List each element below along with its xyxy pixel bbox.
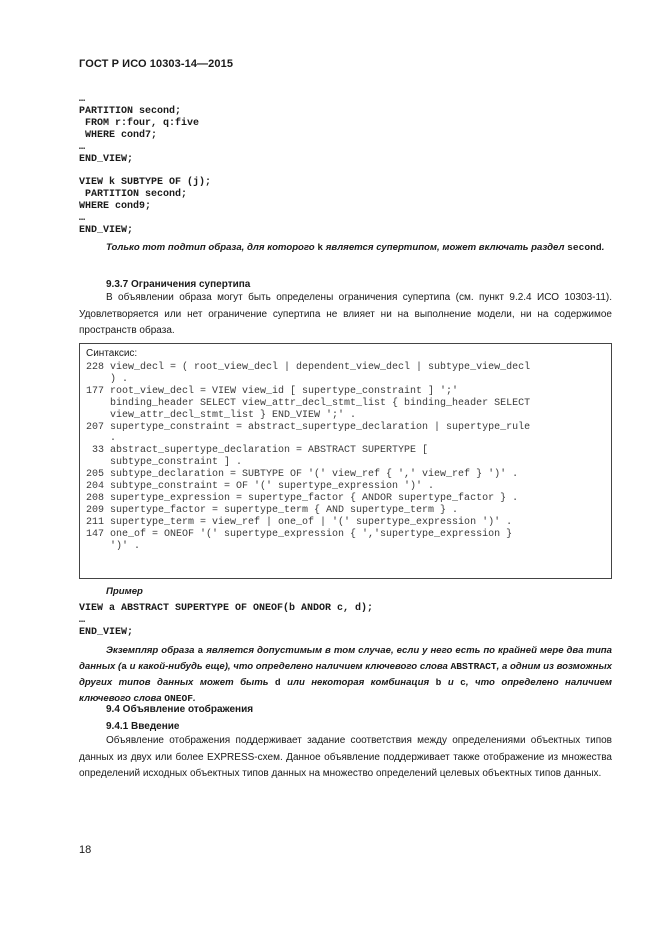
note-code: a bbox=[121, 661, 128, 672]
note-code: b bbox=[435, 677, 442, 688]
code-block-partition: … PARTITION second; FROM r:four, q:five WHERE cond7; … END_VIEW; bbox=[79, 94, 200, 165]
note-text: Только тот подтип образа, для которого bbox=[106, 242, 318, 253]
section-941-title: 9.4.1 Введение bbox=[106, 721, 180, 732]
note-text: является допустимым в том случае, если у него есть по крайней мере два типа данных ( bbox=[79, 645, 613, 672]
section-937-title: 9.3.7 Ограничения супертипа bbox=[106, 279, 251, 290]
note-text: или некоторая комбинация bbox=[280, 677, 436, 688]
note-text: и bbox=[441, 677, 461, 688]
page-number: 18 bbox=[79, 844, 92, 856]
note-code: d bbox=[274, 677, 281, 688]
note-text: . bbox=[601, 242, 605, 253]
note-example bbox=[79, 643, 612, 707]
note-text: . bbox=[193, 693, 196, 704]
section-937-paragraph: В объявлении образа могут быть определены ограничения супертипа (см. пункт 9.2.4 ИСО 10303-11). Удовлетворяется или нет ограничение супертипа не влияет ни на выполнение модели, ни на содержимое пространств образа. bbox=[79, 292, 612, 336]
note-code: ONEOF bbox=[164, 693, 194, 704]
note-text: и какой-нибудь еще), что определено наличием ключевого слова bbox=[127, 661, 451, 672]
note-subtype bbox=[79, 240, 612, 256]
section-941-paragraph: Объявление отображения поддерживает задание соответствия между определениями объектных типов данных из двух или более EXPRESS-схем. Данное объявление поддерживает также отображение из множества определений исходных объектных типов данных на множество определений целевых объектных типов данных. bbox=[79, 735, 612, 779]
note-code: ABSTRACT bbox=[450, 661, 497, 672]
example-label: Пример bbox=[106, 586, 143, 597]
note-code: k bbox=[317, 242, 324, 253]
note-text: является супертипом, может включать раздел bbox=[323, 242, 568, 253]
example-code: VIEW a ABSTRACT SUPERTYPE OF ONEOF(b ANDOR c, d); … END_VIEW; bbox=[79, 603, 374, 638]
syntax-lines: 228 view_decl = ( root_view_decl | dependent_view_decl | subtype_view_decl ) . 177 root_view_decl = VIEW view_id [ supertype_constraint ] ';' binding_header SELECT view_attr_decl_stmt_list { binding_header SELECT view_attr_decl_stmt_list } END_VIEW ';' . 207 supertype_constraint = abstract_supertype_declaration | supertype_rule . 33 abstract_supertype_declaration = ABSTRACT SUPERTYPE [ subtype_constraint ] . 205 subtype_declaration = SUBTYPE OF '(' view_ref { ',' view_ref } ')' . 204 subtype_constraint = OF '(' supertype_expression ')' . 208 supertype_expression = supertype_factor { ANDOR supertype_factor } . 209 supertype_factor = supertype_term { AND supertype_term } . 211 supertype_term = view_ref | one_of | '(' supertype_expression ')' . 147 one_of = ONEOF '(' supertype_expression { ','supertype_expression } ')' . bbox=[86, 362, 531, 552]
note-code: c bbox=[460, 677, 466, 688]
section-94-title: 9.4 Объявление отображения bbox=[106, 704, 254, 715]
syntax-label: Синтаксис: bbox=[86, 348, 138, 359]
note-text: Экземпляр образа bbox=[106, 645, 198, 656]
code-block-view-k: VIEW k SUBTYPE OF (j); PARTITION second; WHERE cond9; … END_VIEW; bbox=[79, 177, 212, 236]
note-text: , а одним из возможных других типов данных может быть bbox=[79, 661, 612, 688]
note-code: second bbox=[567, 242, 602, 253]
note-text: , что определено наличием ключевого слова bbox=[79, 677, 613, 704]
document-header: ГОСТ Р ИСО 10303-14—2015 bbox=[79, 58, 234, 70]
note-code: a bbox=[197, 645, 204, 656]
